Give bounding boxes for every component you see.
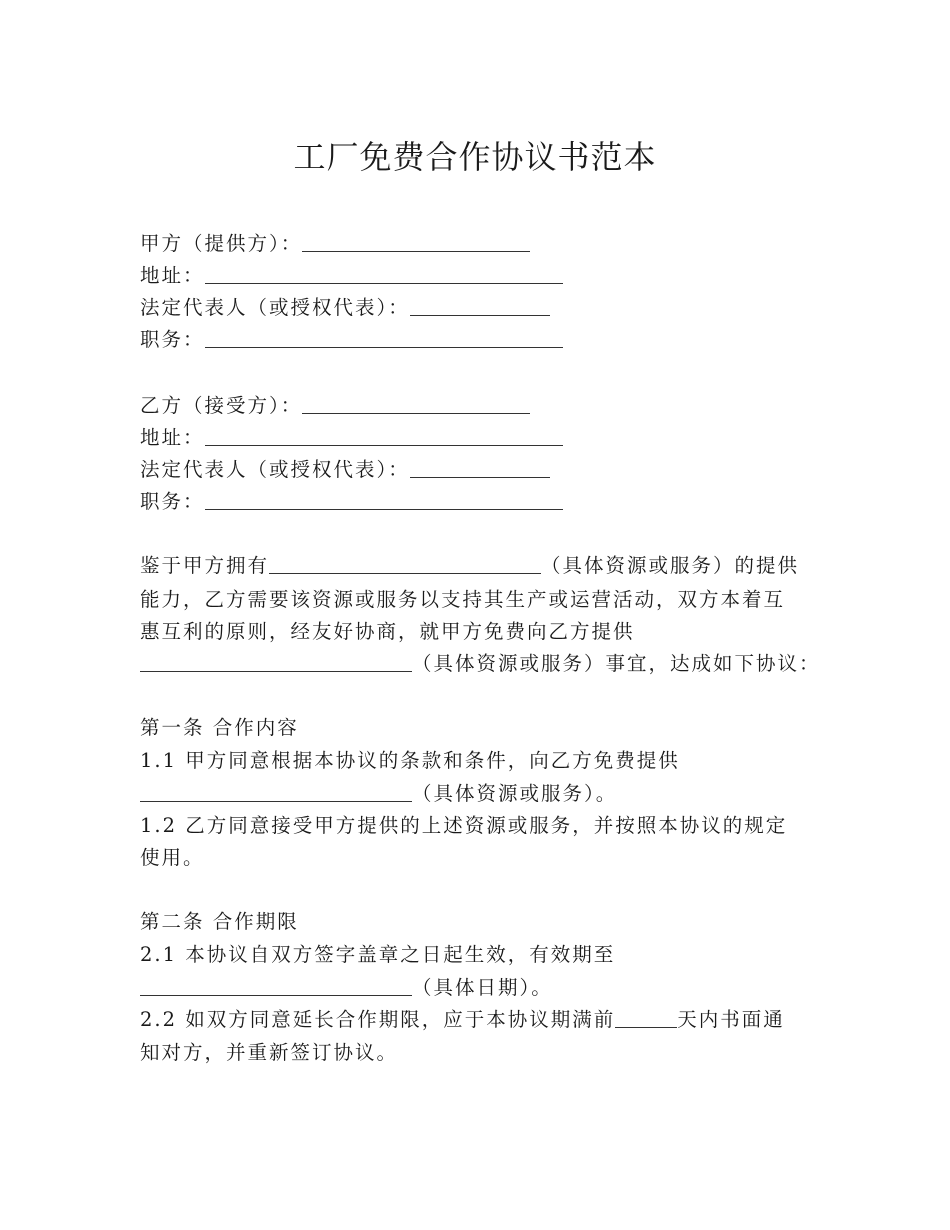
- clause-2-2-line-1: [140, 1004, 785, 1036]
- party-b-position-blank[interactable]: [205, 508, 563, 510]
- preamble-l1-post: （具体资源或服务）的提供: [541, 554, 800, 577]
- clause-1-2-line-2: [140, 842, 205, 874]
- clause-1-2-line-1: [140, 810, 787, 842]
- clause-2-2-line-2: [140, 1037, 398, 1069]
- preamble-l3: 惠互利的原则，经友好协商，就甲方免费向乙方提供: [140, 620, 635, 643]
- document-title: 工厂免费合作协议书范本: [293, 138, 657, 176]
- party-a-address-blank[interactable]: [205, 282, 563, 284]
- days-blank[interactable]: [615, 1026, 677, 1028]
- clause-2-1-text: 2.1 本协议自双方签字盖章之日起生效，有效期至: [140, 943, 616, 966]
- clause-2-2-post: 天内书面通: [677, 1008, 785, 1031]
- article-2-heading-text: 第二条 合作期限: [140, 910, 299, 933]
- party-b-address-label: 地址：: [140, 426, 205, 449]
- clause-2-1-line-1: [140, 939, 615, 971]
- preamble-line-3: [140, 616, 635, 648]
- party-a-name-label: 甲方（提供方）：: [140, 232, 303, 255]
- clause-1-1-post: （具体资源或服务）。: [412, 782, 618, 805]
- preamble-line-4: [140, 648, 821, 680]
- party-a-rep-blank[interactable]: [410, 314, 550, 316]
- preamble-l2: 能力，乙方需要该资源或服务以支持其生产或运营活动，双方本着互: [140, 588, 786, 611]
- resource-blank-3[interactable]: [140, 800, 412, 802]
- party-b-rep-line: [140, 454, 550, 486]
- resource-blank-2[interactable]: [140, 670, 412, 672]
- party-a-rep-label: 法定代表人（或授权代表）：: [140, 296, 410, 319]
- party-a-rep-line: [140, 292, 550, 324]
- party-b-position-line: [140, 486, 563, 518]
- resource-blank-1[interactable]: [269, 572, 541, 574]
- date-blank[interactable]: [140, 994, 412, 996]
- party-a-name-blank[interactable]: [302, 250, 530, 252]
- party-b-address-line: [140, 422, 563, 454]
- party-b-name-line: [140, 390, 530, 422]
- clause-1-1-line-1: [140, 745, 680, 777]
- clause-2-2-pre: 2.2 如双方同意延长合作期限，应于本协议期满前: [140, 1008, 616, 1031]
- clause-1-1-text: 1.1 甲方同意根据本协议的条款和条件，向乙方免费提供: [140, 749, 680, 772]
- party-a-address-line: [140, 260, 563, 292]
- party-b-rep-label: 法定代表人（或授权代表）：: [140, 458, 410, 481]
- party-b-position-label: 职务：: [140, 490, 205, 513]
- party-b-name-label: 乙方（接受方）：: [140, 394, 303, 417]
- clause-2-1-line-2: [140, 972, 553, 1004]
- clause-2-1-post: （具体日期）。: [412, 976, 553, 999]
- party-a-position-line: [140, 324, 563, 356]
- party-b-address-blank[interactable]: [205, 444, 563, 446]
- clause-1-1-line-2: [140, 778, 617, 810]
- party-a-position-label: 职务：: [140, 328, 205, 351]
- preamble-line-2: [140, 584, 785, 616]
- clause-2-2-text-2: 知对方，并重新签订协议。: [140, 1041, 399, 1064]
- preamble-l1-pre: 鉴于甲方拥有: [140, 554, 270, 577]
- preamble-l4-post: （具体资源或服务）事宜，达成如下协议：: [412, 652, 821, 675]
- preamble-line-1: [140, 550, 799, 582]
- article-1-heading: [140, 712, 299, 744]
- article-2-heading: [140, 906, 299, 938]
- party-a-name-line: [140, 228, 530, 260]
- clause-1-2-text-2: 使用。: [140, 846, 205, 869]
- clause-1-2-text: 1.2 乙方同意接受甲方提供的上述资源或服务，并按照本协议的规定: [140, 814, 788, 837]
- party-a-address-label: 地址：: [140, 264, 205, 287]
- article-1-heading-text: 第一条 合作内容: [140, 716, 299, 739]
- party-b-name-blank[interactable]: [302, 412, 530, 414]
- party-a-position-blank[interactable]: [205, 346, 563, 348]
- party-b-rep-blank[interactable]: [410, 476, 550, 478]
